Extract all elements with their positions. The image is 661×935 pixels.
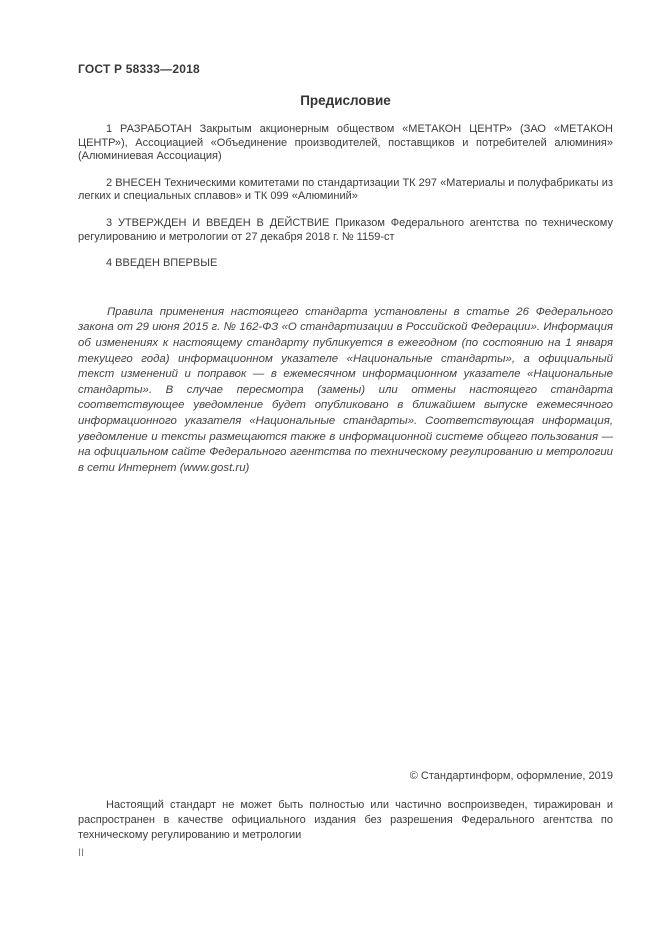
- copyright-notice: © Стандартинформ, оформление, 2019: [409, 770, 613, 782]
- foreword-item-3: 3 УТВЕРЖДЕН И ВВЕДЕН В ДЕЙСТВИЕ Приказом Федерального агентства по техническому регулированию и метрологии от 27 декабря 2018 г. № 1159-ст: [78, 216, 613, 243]
- foreword-item-2: 2 ВНЕСЕН Техническими комитетами по стандартизации ТК 297 «Материалы и полуфабрикаты из легких и специальных сплавов» и ТК 099 «Алюминий»: [78, 176, 613, 203]
- page-content: [78, 62, 613, 476]
- restriction-notice: Настоящий стандарт не может быть полностью или частично воспроизведен, тиражирован и распространен в качестве официального издания без разрешения Федерального агентства по техническому регулированию и метрологии: [78, 799, 613, 841]
- doc-code: ГОСТ Р 58333—2018: [78, 62, 200, 76]
- page-footer: [78, 770, 613, 859]
- foreword-item-4: 4 ВВЕДЕН ВПЕРВЫЕ: [106, 257, 218, 270]
- page-number: II: [78, 847, 85, 859]
- foreword-item-1: 1 РАЗРАБОТАН Закрытым акционерным обществом «МЕТАКОН ЦЕНТР» (ЗАО «МЕТАКОН ЦЕНТР»), Ассоциацией «Объединение производителей, поставщиков и потребителей алюминия» (Алюминиевая Ассоциация): [78, 123, 613, 163]
- legal-notice: Правила применения настоящего стандарта установлены в статье 26 Федерального закона от 29 июня 2015 г. № 162-ФЗ «О стандартизации в Российской Федерации». Информация об изменениях к настоящему стандарту публикуется в ежегодном (по состоянию на 1 января текущего года) информационном указателе «Национальные стандарты», а официальный текст изменений и поправок — в ежемесячном информационном указателе «Национальные стандарты». В случае пересмотра (замены) или отмены настоящего стандарта соответствующее уведомление будет опубликовано в ближайшем выпуске ежемесячного информационного указателя «Национальные стандарты». Соответствующая информация, уведомление и тексты размещаются также в информационной системе общего пользования — на официальном сайте Федерального агентства по техническому регулированию и метрологии в сети Интернет (www.gost.ru): [78, 305, 613, 474]
- page-title: Предисловие: [300, 93, 391, 108]
